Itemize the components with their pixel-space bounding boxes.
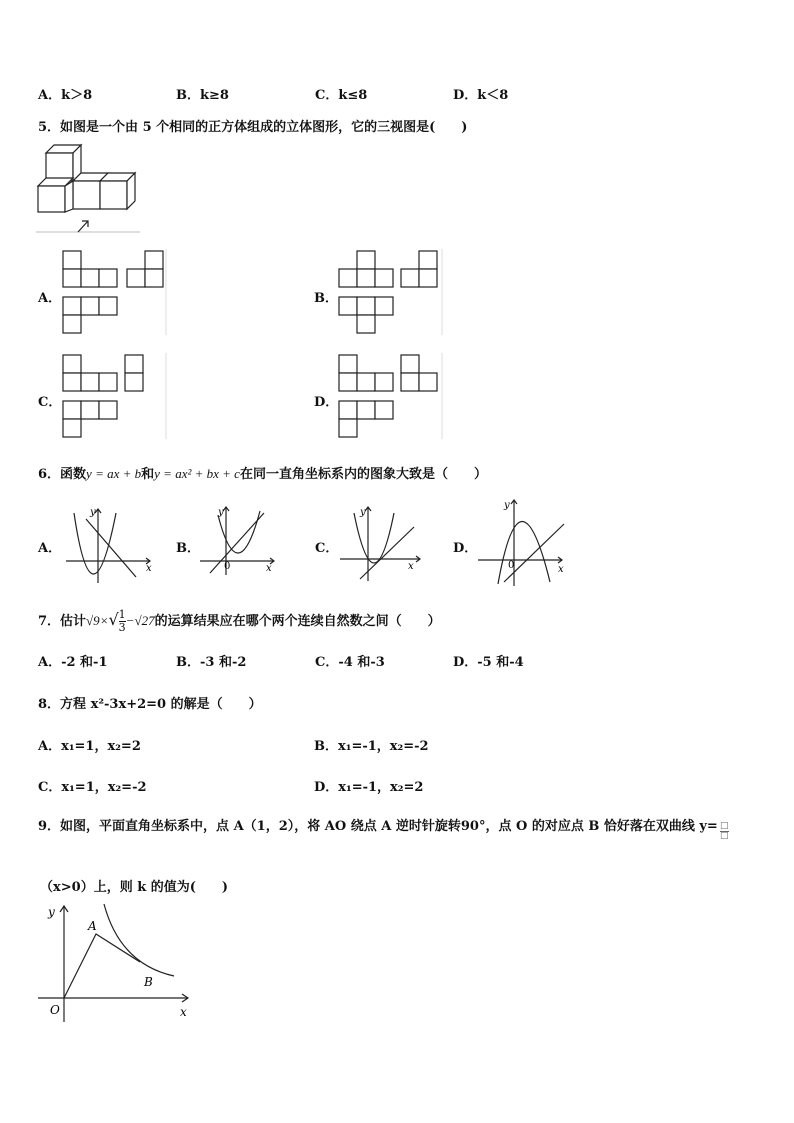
q7-sqrt27: √27 (134, 613, 155, 628)
axis-x-label: x (146, 563, 152, 574)
q6-option-b-label: B． (176, 541, 200, 556)
q8-option-a (38, 735, 141, 754)
q7-suffix: 的运算结果应在哪个两个连续自然数之间（ ） (154, 614, 441, 629)
option-text: k＞8 (61, 88, 93, 103)
option-text: -4 和-3 (338, 655, 385, 670)
q6-option-c-graph (336, 503, 426, 583)
point-a-label: A (88, 919, 97, 933)
q7-times: × (99, 613, 109, 628)
axis-x-label: x (558, 564, 564, 575)
option-text: k≤8 (338, 88, 368, 103)
q6-stem (38, 463, 487, 482)
q7-sqrt-fraction: √ $\frac{1}{3}$ (108, 608, 126, 634)
q6-option-a-graph (64, 505, 154, 585)
option-label: B． (314, 739, 338, 754)
q5-option-a-label: A． (38, 291, 62, 306)
q9-fraction-placeholder (720, 822, 729, 841)
axis-x-label: x (408, 561, 414, 572)
q5-stem: 5．如图是一个由 5 个相同的正方体组成的立体图形，它的三视图是( ) (38, 120, 468, 135)
option-text: k＜8 (477, 88, 509, 103)
q7-minus: − (125, 613, 135, 628)
option-label: A． (38, 88, 62, 103)
q6-option-d-graph (474, 496, 570, 588)
q6-quadratic-formula: y = ax² + bx + c (154, 466, 240, 481)
q5-option-c-label: C． (38, 395, 62, 410)
q5-option-b-views (334, 249, 444, 337)
axis-y-label: y (360, 507, 366, 518)
axis-y-label: y (218, 507, 224, 518)
q8-option-d (314, 776, 423, 795)
origin-label: 0 (508, 560, 515, 571)
q6-suffix: 在同一直角坐标系内的图象大致是（ ） (239, 467, 487, 482)
axis-y-label: y (90, 507, 96, 518)
option-label: D． (453, 655, 478, 670)
q6-and: 和 (141, 467, 155, 482)
q4-option-d (453, 84, 508, 103)
axis-x-label: x (180, 1005, 187, 1019)
q5-option-d-label: D． (314, 395, 339, 410)
q7-option-a (38, 651, 108, 670)
q9-stem: 9．如图，平面直角坐标系中，点 A（1，2），将 AO 绕点 A 逆时针旋转90°，点 O 的对应点 B 恰好落在双曲线 y= (38, 819, 718, 834)
option-text: -2 和-1 (61, 655, 108, 670)
option-label: D． (453, 88, 478, 103)
q8-option-c (38, 776, 147, 795)
q6-option-c-label: C． (315, 541, 339, 556)
q7-option-d (453, 651, 524, 670)
q4-option-b (176, 84, 229, 103)
option-label: D． (314, 780, 339, 795)
option-label: C． (315, 655, 339, 670)
q6-linear-formula: y = ax + b (86, 466, 142, 481)
q9-coordinate-figure (36, 900, 196, 1030)
fraction-numerator: 1 (118, 608, 126, 621)
option-label: A． (38, 655, 62, 670)
axis-y-label: y (504, 500, 510, 511)
q6-option-d-label: D． (453, 541, 478, 556)
q5-solid-figure (36, 140, 146, 240)
fraction-denominator: 3 (118, 621, 126, 634)
placeholder-denominator: □ (720, 831, 729, 841)
placeholder-numerator: □ (720, 821, 729, 831)
q4-option-a (38, 84, 92, 103)
origin-label: O (50, 1003, 60, 1017)
origin-label: 0 (224, 561, 231, 572)
point-b-label: B (144, 975, 153, 989)
option-text: x₁=-1，x₂=-2 (338, 739, 429, 754)
option-label: B． (176, 655, 200, 670)
q6-option-b-graph (196, 503, 280, 579)
q7-stem (38, 609, 441, 634)
q6-prefix: 6．函数 (38, 467, 87, 482)
option-label: C． (315, 88, 339, 103)
option-label: B． (176, 88, 200, 103)
q6-option-a-label: A． (38, 541, 62, 556)
option-text: x₁=1，x₂=2 (61, 739, 141, 754)
q5-option-c-views (58, 353, 168, 441)
axis-y-label: y (48, 905, 55, 919)
option-label: C． (38, 780, 62, 795)
q5-option-a-views (58, 249, 168, 337)
q5-option-b-label: B． (314, 291, 338, 306)
option-label: A． (38, 739, 62, 754)
option-text: x₁=-1，x₂=2 (338, 780, 424, 795)
q7-prefix: 7．估计 (38, 614, 87, 629)
option-text: x₁=1，x₂=-2 (61, 780, 147, 795)
q5-option-d-views (334, 353, 444, 441)
option-text: -5 和-4 (477, 655, 524, 670)
option-text: k≥8 (200, 88, 229, 103)
q7-sqrt9: √9 (86, 613, 100, 628)
q4-option-c (315, 84, 367, 103)
q8-stem: 8．方程 x²-3x+2=0 的解是（ ） (38, 697, 262, 712)
q7-option-c (315, 651, 385, 670)
axis-x-label: x (266, 563, 272, 574)
q9-stem-continued: （x>0）上，则 k 的值为( ) (40, 880, 229, 895)
option-text: -3 和-2 (200, 655, 247, 670)
q8-option-b (314, 735, 429, 754)
q7-option-b (176, 651, 246, 670)
